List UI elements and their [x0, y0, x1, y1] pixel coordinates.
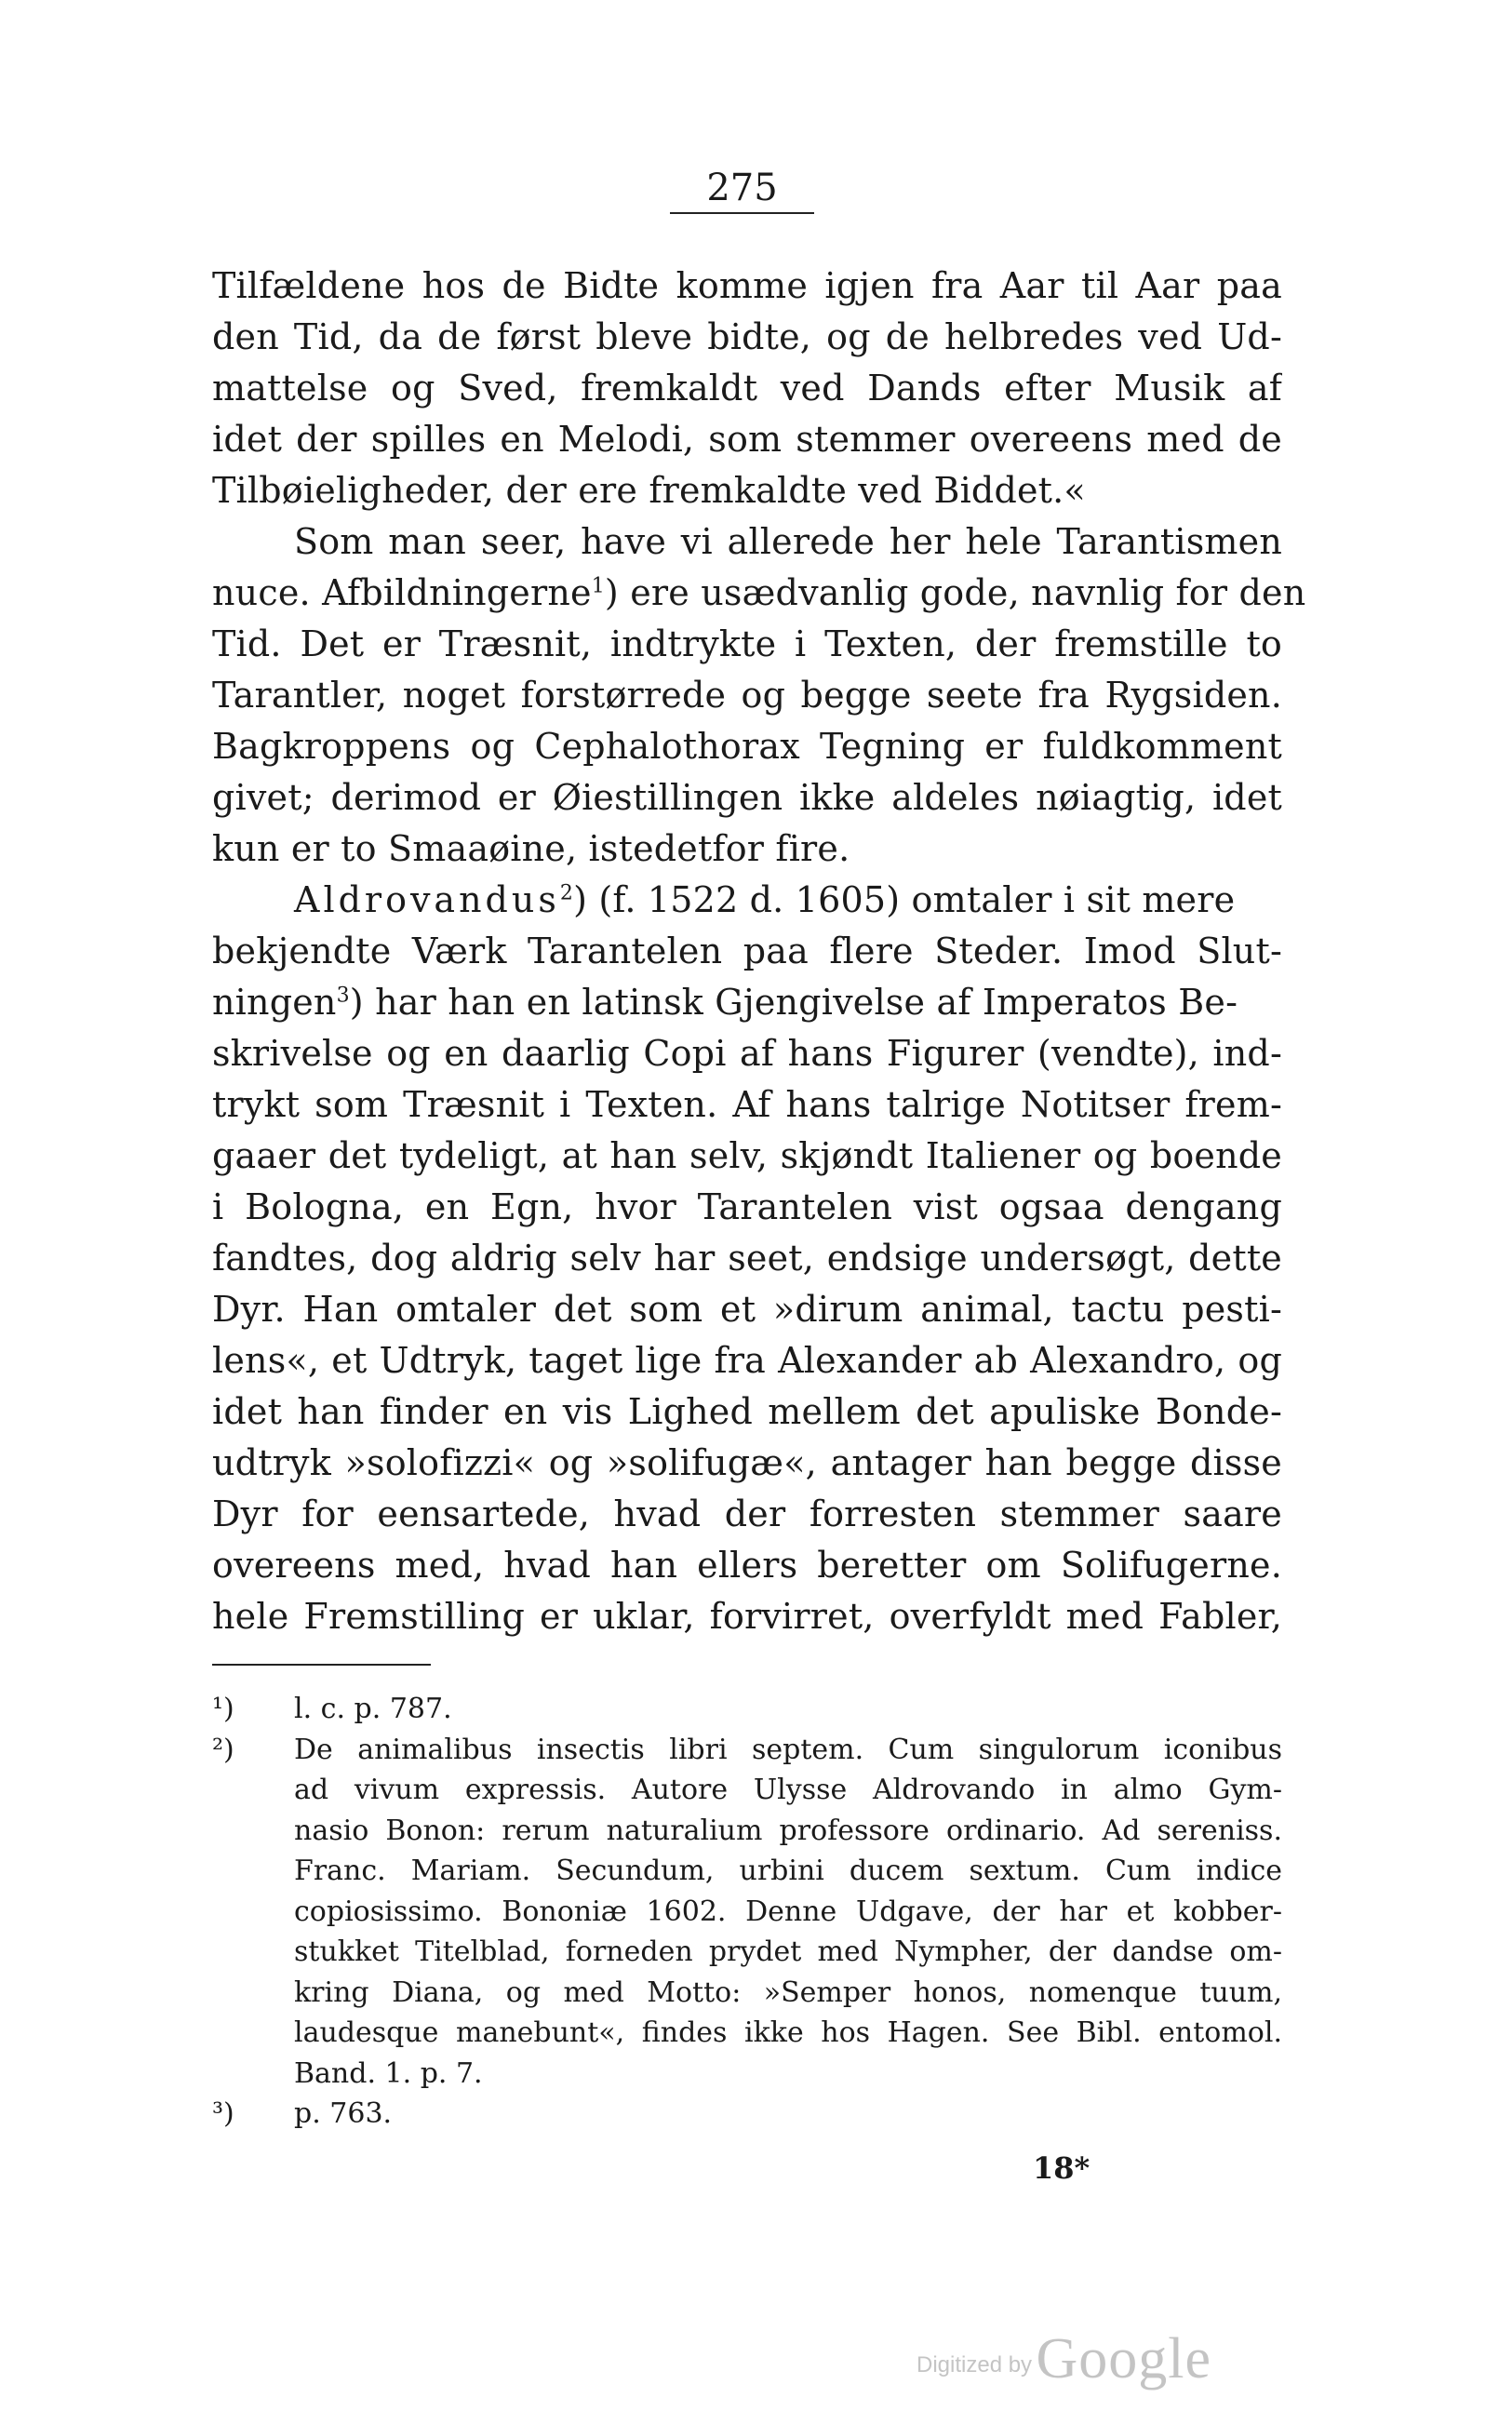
footnote-marker: ²) — [212, 1733, 234, 1766]
footnote-ref-3: 3 — [336, 984, 350, 1008]
body-text — [212, 261, 1306, 1642]
text-line: fandtes, dog aldrig selv har seet, endsige undersøgt, dette — [212, 1238, 1282, 1279]
footnote-text-line: laudesque manebunt«, findes ikke hos Hagen. See Bibl. entomol. — [294, 2016, 1282, 2049]
text-line: overeens med, hvad han ellers beretter om Solifugerne. — [212, 1545, 1282, 1586]
text-line: Dyr for eensartede, hvad der forresten stemmer saare — [212, 1493, 1282, 1534]
text-line: bekjendte Værk Tarantelen paa flere Steder. Imod Slut- — [212, 931, 1282, 971]
text-fragment: ) har han en latinsk Gjengivelse af Imperatos Be- — [349, 982, 1238, 1023]
text-fragment: ningen — [212, 982, 337, 1023]
signature-mark: 18* — [1033, 2150, 1091, 2186]
text-line: idet der spilles en Melodi, som stemmer overeens med de — [212, 419, 1282, 460]
text-line: kun er to Smaaøine, istedetfor fire. — [212, 828, 850, 869]
text-line: gaaer det tydeligt, at han selv, skjøndt Italiener og boende — [212, 1135, 1282, 1176]
footnote-text: De animalibus insectis libri septem. Cum singulorum iconibus — [294, 1733, 1282, 1766]
footnote-marker: ³) — [212, 2097, 234, 2130]
footnote-text-line: Band. 1. p. 7. — [294, 2056, 483, 2090]
text-line: den Tid, da de først bleve bidte, og de helbredes ved Ud- — [212, 316, 1282, 357]
page-number: 275 — [670, 166, 814, 214]
text-line: udtryk »solofizzi« og »solifugæ«, antager han begge disse — [212, 1442, 1282, 1483]
footnote-text: p. 763. — [294, 2097, 393, 2130]
text-line: mattelse og Sved, fremkaldt ved Dands efter Musik af — [212, 368, 1282, 408]
text-line: Tilfældene hos de Bidte komme igjen fra Aar til Aar paa — [212, 265, 1282, 306]
footnotes — [212, 1689, 1282, 2135]
text-line: Bagkroppens og Cephalothorax Tegning er fuldkomment — [212, 726, 1282, 767]
text-line: Tilbøieligheder, der ere fremkaldte ved Biddet.« — [212, 470, 1086, 511]
text-fragment: ) (f. 1522 d. 1605) omtaler i sit mere — [573, 879, 1236, 920]
footnote-2 — [212, 1730, 1282, 1771]
google-logo: Google — [1036, 2327, 1212, 2391]
footnote-text: l. c. p. 787. — [294, 1693, 452, 1725]
author-name: Aldrovandus — [294, 879, 560, 920]
text-line: Tarantler, noget forstørrede og begge seete fra Rygsiden. — [212, 675, 1282, 716]
footnote-ref-1: 1 — [591, 574, 605, 598]
text-fragment: ) ere usædvanlig gode, navnlig for den — [604, 572, 1306, 613]
text-line: Som man seer, have vi allerede her hele Tarantismen — [294, 521, 1282, 562]
text-line: hele Fremstilling er uklar, forvirret, overfyldt med Fabler, — [212, 1596, 1282, 1637]
text-fragment: nuce. Afbildningerne — [212, 572, 592, 613]
footnote-text-line: ad vivum expressis. Autore Ulysse Aldrovando in almo Gym- — [294, 1774, 1282, 1806]
footnote-marker: ¹) — [212, 1693, 234, 1725]
text-line — [212, 568, 1306, 619]
footnote-text-line: stukket Titelblad, forneden prydet med Nympher, der dandse om- — [294, 1935, 1282, 1968]
watermark-prefix: Digitized by — [917, 2352, 1033, 2377]
text-line: i Bologna, en Egn, hvor Tarantelen vist ogsaa dengang — [212, 1186, 1282, 1227]
text-line: Dyr. Han omtaler det som et »dirum animal, tactu pesti- — [212, 1289, 1282, 1330]
footnote-text-line: kring Diana, og med Motto: »Semper honos, nomenque tuum, — [294, 1975, 1282, 2009]
footnote-text-line: copiosissimo. Bononiæ 1602. Denne Udgave, der har et kobber- — [294, 1895, 1282, 1928]
text-line: lens«, et Udtryk, taget lige fra Alexander ab Alexandro, og — [212, 1340, 1282, 1381]
text-line: Tid. Det er Træsnit, indtrykte i Texten, der fremstille to — [212, 623, 1282, 664]
footnote-3 — [212, 2094, 1282, 2135]
text-line: trykt som Træsnit i Texten. Af hans talrige Notitser frem- — [212, 1084, 1282, 1125]
text-line: idet han finder en vis Lighed mellem det apuliske Bonde- — [212, 1391, 1282, 1432]
footnote-ref-2: 2 — [559, 881, 574, 905]
text-line: givet; derimod er Øiestillingen ikke aldeles nøiagtig, idet — [212, 777, 1282, 818]
footnote-divider — [212, 1664, 431, 1666]
footnote-1 — [212, 1689, 1282, 1730]
text-line: skrivelse og en daarlig Copi af hans Figurer (vendte), ind- — [212, 1033, 1282, 1074]
footnote-text-line: Franc. Mariam. Secundum, urbini ducem sextum. Cum indice — [294, 1855, 1282, 1887]
digitization-watermark — [917, 2326, 1211, 2392]
footnote-text-line: nasio Bonon: rerum naturalium professore ordinario. Ad sereniss. — [294, 1814, 1282, 1847]
text-line — [212, 977, 1282, 1028]
text-line — [212, 875, 1282, 926]
